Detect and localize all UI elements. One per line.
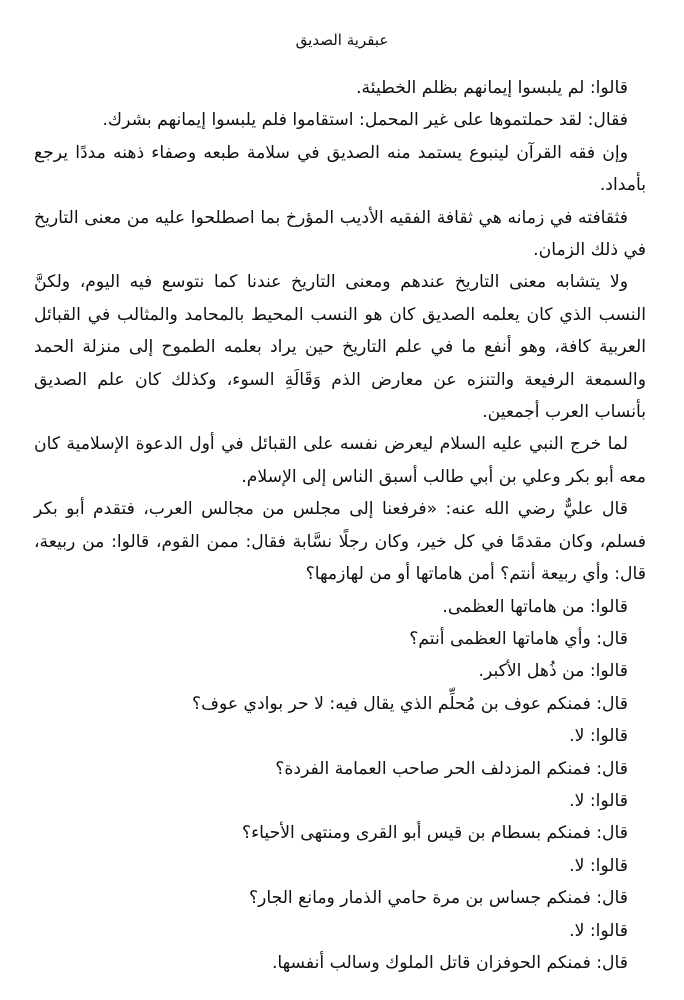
dialog-line: قالوا: من هاماتها العظمى. bbox=[442, 596, 628, 617]
paragraph: قالوا: لم يلبسوا إيمانهم بظلم الخطيئة. bbox=[356, 78, 628, 98]
body-text bbox=[34, 72, 646, 979]
dialog-line: قالوا: لا. bbox=[569, 790, 628, 811]
paragraph: لما خرج النبي عليه السلام ليعرض نفسه على القبائل في أول الدعوة الإسلامية كان معه أبو بكر وعلي بن أبي طالب أسبق الناس إلى الإسلام. bbox=[34, 434, 646, 487]
paragraph: ولا يتشابه معنى التاريخ عندهم ومعنى التاريخ عندنا كما نتوسع فيه اليوم، ولكنَّ النسب الذي كان يعلمه الصديق كان هو النسب المحيط بالمحامد والمثالب في القبائل العربية كافة، وهو أنفع ما في علم التاريخ حين يراد بعلمه الطموح إلى منزلة الحمد والسمعة الرفيعة والتنزه عن معارض الذم وَقَالَةِ السوء، وكذلك كان علم الصديق بأنساب العرب أجمعين. bbox=[34, 272, 646, 423]
dialog-line: قالوا: من ذُهل الأكبر. bbox=[478, 661, 628, 682]
dialog-line: قالوا: لا. bbox=[569, 920, 628, 941]
dialog-line: قال: فمنكم المزدلف الحر صاحب العمامة الفردة؟ bbox=[275, 758, 628, 779]
dialog-line: قال: وأي هاماتها العظمى أنتم؟ bbox=[409, 628, 628, 649]
dialog-line: قال: فمنكم عوف بن مُحلِّم الذي يقال فيه: لا حر بوادي عوف؟ bbox=[192, 693, 628, 714]
dialog-line: قالوا: لا. bbox=[569, 855, 628, 876]
paragraph: فثقافته في زمانه هي ثقافة الفقيه الأديب المؤرخ بما اصطلحوا عليه من معنى التاريخ في ذلك الزمان. bbox=[34, 207, 646, 261]
dialog-line: قال: فمنكم جساس بن مرة حامي الذمار ومانع الجار؟ bbox=[248, 888, 628, 909]
dialog-line: قال: فمنكم الحوفزان قاتل الملوك وسالب أنفسها. bbox=[271, 952, 628, 973]
paragraph: قال عليٌّ رضي الله عنه: «فرفعنا إلى مجلس من مجالس العرب، فتقدم أبو بكر فسلم، وكان مقدمًا في كل خير، وكان رجلًا نسَّابة فقال: ممن القوم، قالوا: من ربيعة، قال: وأي ربيعة أنتم؟ أمن هاماتها أو من لهازمها؟ bbox=[34, 499, 646, 585]
running-header-title: عبقرية الصديق bbox=[295, 31, 389, 49]
dialog-line: قالوا: لا. bbox=[569, 726, 628, 747]
paragraph: فقال: لقد حملتموها على غير المحمل: استقاموا فلم يلبسوا إيمانهم بشرك. bbox=[102, 110, 628, 131]
dialog-line: قال: فمنكم بسطام بن قيس أبو القرى ومنتهى الأحياء؟ bbox=[241, 823, 628, 844]
paragraph: وإن فقه القرآن لينبوع يستمد منه الصديق في سلامة طبعه وصفاء ذهنه مددًا يرجع بأمداد. bbox=[34, 142, 646, 196]
